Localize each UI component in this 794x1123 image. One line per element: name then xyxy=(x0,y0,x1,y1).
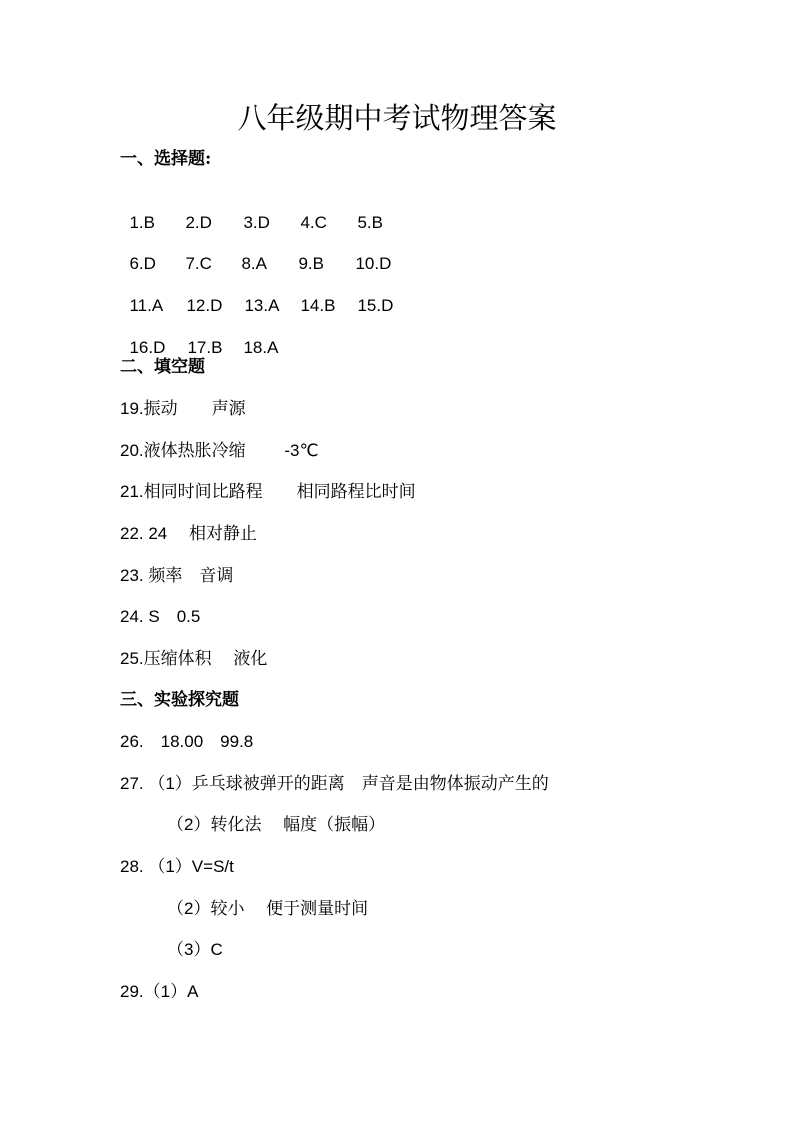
section-heading-experiment: 三、实验探究题 xyxy=(120,690,239,710)
answer-item: 14.B xyxy=(300,296,336,315)
answer-item: 10.D xyxy=(355,254,392,273)
document-title: 八年级期中考试物理答案 xyxy=(237,101,557,135)
answer-line: 19.振动 声源 xyxy=(120,399,246,418)
answer-item: 9.B xyxy=(298,254,324,273)
answer-line: 24. S 0.5 xyxy=(120,607,201,626)
answer-item: 12.D xyxy=(186,296,223,315)
answer-item: 7.C xyxy=(185,254,212,273)
answer-row-1 xyxy=(120,190,383,234)
answer-item: 1.B xyxy=(129,213,155,232)
answer-line: 29.（1）A xyxy=(120,982,199,1001)
answer-line: 25.压缩体积 液化 xyxy=(120,649,268,668)
answer-line: 28. （1）V=S/t xyxy=(120,857,234,876)
answer-item: 18.A xyxy=(243,338,279,357)
section-heading-choice: 一、选择题: xyxy=(120,149,212,169)
answer-item: 6.D xyxy=(129,254,156,273)
answer-line: 20.液体热胀冷缩 -3℃ xyxy=(120,441,319,460)
answer-subline: （2）转化法 幅度（振幅） xyxy=(167,815,386,834)
answer-item: 8.A xyxy=(241,254,267,273)
answer-line: 21.相同时间比路程 相同路程比时间 xyxy=(120,482,416,501)
answer-item: 4.C xyxy=(300,213,327,232)
answer-row-2 xyxy=(120,231,391,275)
answer-item: 3.D xyxy=(243,213,270,232)
answer-item: 13.A xyxy=(244,296,280,315)
answer-item: 17.B xyxy=(187,338,223,357)
answer-item: 11.A xyxy=(129,296,164,315)
answer-row-4 xyxy=(120,315,278,359)
section-heading-fill: 二、填空题 xyxy=(120,357,205,377)
answer-line: 27. （1）乒乓球被弹开的距离 声音是由物体振动产生的 xyxy=(120,774,549,793)
answer-line: 23. 频率 音调 xyxy=(120,566,234,585)
answer-item: 5.B xyxy=(357,213,383,232)
answer-item: 2.D xyxy=(185,213,212,232)
answer-subline: （2）较小 便于测量时间 xyxy=(167,899,369,918)
answer-row-3 xyxy=(120,273,393,317)
answer-item: 16.D xyxy=(129,338,166,357)
answer-line: 26. 18.00 99.8 xyxy=(120,732,254,751)
answer-line: 22. 24 相对静止 xyxy=(120,524,257,543)
answer-item: 15.D xyxy=(357,296,394,315)
answer-subline: （3）C xyxy=(167,940,223,959)
